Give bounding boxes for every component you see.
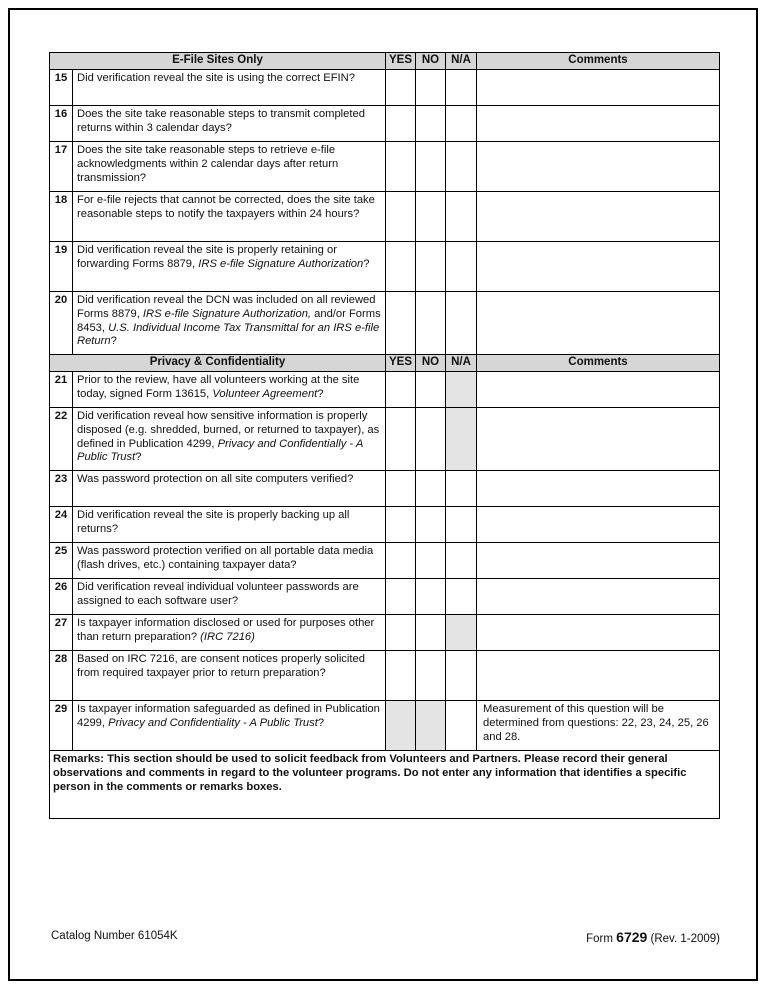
comments-field[interactable] — [477, 615, 720, 651]
question-text — [73, 70, 386, 106]
question-number: 17 — [50, 142, 73, 192]
question-row-15 — [50, 70, 720, 106]
no-checkbox[interactable] — [416, 242, 446, 292]
no-checkbox[interactable] — [416, 106, 446, 142]
yes-checkbox[interactable] — [386, 408, 416, 471]
efile-section-header — [50, 53, 720, 70]
na-checkbox — [446, 372, 477, 408]
no-checkbox[interactable] — [416, 651, 446, 701]
question-text — [73, 142, 386, 192]
question-number: 18 — [50, 192, 73, 242]
question-number: 20 — [50, 292, 73, 355]
question-number: 26 — [50, 579, 73, 615]
question-row-27 — [50, 615, 720, 651]
question-number: 22 — [50, 408, 73, 471]
yes-checkbox[interactable] — [386, 192, 416, 242]
comments-field[interactable] — [477, 471, 720, 507]
no-checkbox[interactable] — [416, 615, 446, 651]
question-text — [73, 543, 386, 579]
na-checkbox[interactable] — [446, 543, 477, 579]
question-number: 24 — [50, 507, 73, 543]
question-row-26 — [50, 579, 720, 615]
question-text-segment: Was password protection on all site computers verified? — [77, 473, 354, 485]
question-row-22 — [50, 408, 720, 471]
checklist-table — [49, 52, 720, 819]
yes-checkbox[interactable] — [386, 651, 416, 701]
na-checkbox — [446, 408, 477, 471]
question-row-28 — [50, 651, 720, 701]
no-checkbox — [416, 701, 446, 751]
question-text-italic: Privacy and Confidentially - A Public Trust — [77, 437, 363, 464]
comments-field[interactable] — [477, 70, 720, 106]
question-text-italic: Volunteer Agreement — [212, 387, 318, 400]
col-comments-header: Comments — [477, 53, 720, 70]
question-number: 27 — [50, 615, 73, 651]
question-text-italic: IRS e-file Signature Authorization — [198, 257, 364, 270]
question-number: 19 — [50, 242, 73, 292]
comments-field[interactable] — [477, 242, 720, 292]
comments-field[interactable]: Measurement of this question will be determined from questions: 22, 23, 24, 25, 26 and 28. — [477, 701, 720, 751]
na-checkbox[interactable] — [446, 106, 477, 142]
comments-field[interactable] — [477, 292, 720, 355]
comments-field[interactable] — [477, 543, 720, 579]
no-checkbox[interactable] — [416, 70, 446, 106]
privacy-section-title: Privacy & Confidentiality — [50, 355, 386, 372]
col-na-header: N/A — [446, 355, 477, 372]
question-number: 28 — [50, 651, 73, 701]
question-text — [73, 106, 386, 142]
comments-field[interactable] — [477, 651, 720, 701]
question-row-19 — [50, 242, 720, 292]
question-text-segment: Did verification reveal the DCN was included on all reviewed Forms 8879, — [77, 294, 376, 320]
question-text — [73, 651, 386, 701]
no-checkbox[interactable] — [416, 471, 446, 507]
question-text-segment: ? — [317, 387, 324, 400]
comments-field[interactable] — [477, 372, 720, 408]
question-text-segment: and/or Forms 8453, — [77, 307, 381, 334]
question-text-segment: Did verification reveal individual volunteer passwords are assigned to each software user? — [77, 581, 359, 607]
yes-checkbox — [386, 701, 416, 751]
na-checkbox[interactable] — [446, 651, 477, 701]
na-checkbox[interactable] — [446, 471, 477, 507]
question-text-segment: Does the site take reasonable steps to transmit completed returns within 3 calendar days? — [77, 108, 365, 134]
na-checkbox[interactable] — [446, 142, 477, 192]
yes-checkbox[interactable] — [386, 615, 416, 651]
question-text-segment: Did verification reveal how sensitive information is properly disposed (e.g. shredded, burned, or returned to taxpayer), as defined in Publication 4299, — [77, 410, 380, 450]
question-text — [73, 701, 386, 751]
question-text-segment: Did verification reveal the site is properly backing up all returns? — [77, 509, 350, 535]
question-row-29 — [50, 701, 720, 751]
question-text-segment: Was password protection verified on all portable data media (flash drives, etc.) containing taxpayer data? — [77, 545, 374, 571]
na-checkbox[interactable] — [446, 70, 477, 106]
form-identifier — [586, 929, 720, 945]
question-text — [73, 408, 386, 471]
no-checkbox[interactable] — [416, 372, 446, 408]
question-text — [73, 615, 386, 651]
question-row-21 — [50, 372, 720, 408]
na-checkbox[interactable] — [446, 579, 477, 615]
question-row-20 — [50, 292, 720, 355]
question-text-segment: Did verification reveal the site is using the correct EFIN? — [77, 72, 355, 84]
na-checkbox[interactable] — [446, 507, 477, 543]
privacy-section — [50, 355, 720, 751]
question-row-18 — [50, 192, 720, 242]
yes-checkbox[interactable] — [386, 372, 416, 408]
question-text — [73, 192, 386, 242]
question-text-segment: Is taxpayer information safeguarded as defined in Publication 4299, — [77, 703, 380, 729]
question-text-segment: ? — [363, 257, 370, 270]
question-text — [73, 579, 386, 615]
comments-field[interactable] — [477, 142, 720, 192]
no-checkbox[interactable] — [416, 292, 446, 355]
question-text-segment: Did verification reveal the site is properly retaining or forwarding Forms 8879, — [77, 244, 337, 270]
na-checkbox[interactable] — [446, 192, 477, 242]
question-text-italic: (IRC 7216) — [200, 630, 255, 643]
question-text-segment: For e-file rejects that cannot be corrected, does the site take reasonable steps to notify the taxpayers within 24 hours? — [77, 194, 375, 220]
form-prefix: Form — [586, 933, 613, 945]
yes-checkbox[interactable] — [386, 507, 416, 543]
comments-field[interactable] — [477, 507, 720, 543]
yes-checkbox[interactable] — [386, 543, 416, 579]
col-na-header: N/A — [446, 53, 477, 70]
yes-checkbox[interactable] — [386, 242, 416, 292]
question-text — [73, 242, 386, 292]
remarks-box[interactable]: Remarks: This section should be used to solicit feedback from Volunteers and Partners. Please record their general observations and comments in regard to the volunteer programs. Do not enter any information that identifies a specific person in the comments or remarks boxes. — [50, 751, 720, 819]
yes-checkbox[interactable] — [386, 106, 416, 142]
yes-checkbox[interactable] — [386, 292, 416, 355]
question-text-italic: U.S. Individual Income Tax Transmittal for an IRS e-file Return — [77, 321, 380, 348]
col-no-header: NO — [416, 53, 446, 70]
yes-checkbox[interactable] — [386, 471, 416, 507]
efile-section-title: E-File Sites Only — [50, 53, 386, 70]
question-text-italic: Privacy and Confidentiality - A Public Trust — [108, 716, 318, 729]
na-checkbox[interactable] — [446, 701, 477, 751]
comments-field[interactable] — [477, 192, 720, 242]
yes-checkbox[interactable] — [386, 579, 416, 615]
no-checkbox[interactable] — [416, 507, 446, 543]
question-number: 21 — [50, 372, 73, 408]
comments-field[interactable] — [477, 579, 720, 615]
question-row-23 — [50, 471, 720, 507]
question-text-italic: IRS e-file Signature Authorization, — [142, 307, 312, 320]
question-number: 23 — [50, 471, 73, 507]
question-number: 16 — [50, 106, 73, 142]
no-checkbox[interactable] — [416, 408, 446, 471]
privacy-section-header — [50, 355, 720, 372]
no-checkbox[interactable] — [416, 543, 446, 579]
col-yes-header: YES — [386, 355, 416, 372]
yes-checkbox[interactable] — [386, 142, 416, 192]
efile-section — [50, 53, 720, 355]
col-yes-header: YES — [386, 53, 416, 70]
question-row-25 — [50, 543, 720, 579]
question-row-16 — [50, 106, 720, 142]
col-no-header: NO — [416, 355, 446, 372]
question-text — [73, 292, 386, 355]
no-checkbox[interactable] — [416, 579, 446, 615]
question-text-segment: Is taxpayer information disclosed or used for purposes other than return preparation? — [77, 617, 375, 643]
question-row-24 — [50, 507, 720, 543]
no-checkbox[interactable] — [416, 192, 446, 242]
question-text-segment: ? — [317, 716, 325, 729]
question-text-segment: ? — [135, 451, 142, 464]
question-number: 29 — [50, 701, 73, 751]
comments-field[interactable] — [477, 106, 720, 142]
yes-checkbox[interactable] — [386, 70, 416, 106]
catalog-number: Catalog Number 61054K — [51, 930, 178, 942]
question-text-segment: ? — [110, 335, 117, 348]
na-checkbox — [446, 615, 477, 651]
question-text-segment: Based on IRC 7216, are consent notices properly solicited from required taxpayer prior to return preparation? — [77, 653, 365, 679]
question-number: 15 — [50, 70, 73, 106]
question-text — [73, 372, 386, 408]
question-row-17 — [50, 142, 720, 192]
question-text — [73, 507, 386, 543]
question-text-segment: Prior to the review, have all volunteers working at the site today, signed Form 13615, — [77, 374, 360, 400]
question-text — [73, 471, 386, 507]
col-comments-header: Comments — [477, 355, 720, 372]
na-checkbox[interactable] — [446, 292, 477, 355]
form-revision: (Rev. 1-2009) — [650, 933, 720, 945]
form-number: 6729 — [616, 929, 648, 945]
comments-field[interactable] — [477, 408, 720, 471]
question-number: 25 — [50, 543, 73, 579]
no-checkbox[interactable] — [416, 142, 446, 192]
remarks-section — [50, 751, 720, 819]
question-text-segment: Does the site take reasonable steps to retrieve e-file acknowledgments within 2 calendar days after return transmission? — [77, 144, 339, 184]
na-checkbox[interactable] — [446, 242, 477, 292]
